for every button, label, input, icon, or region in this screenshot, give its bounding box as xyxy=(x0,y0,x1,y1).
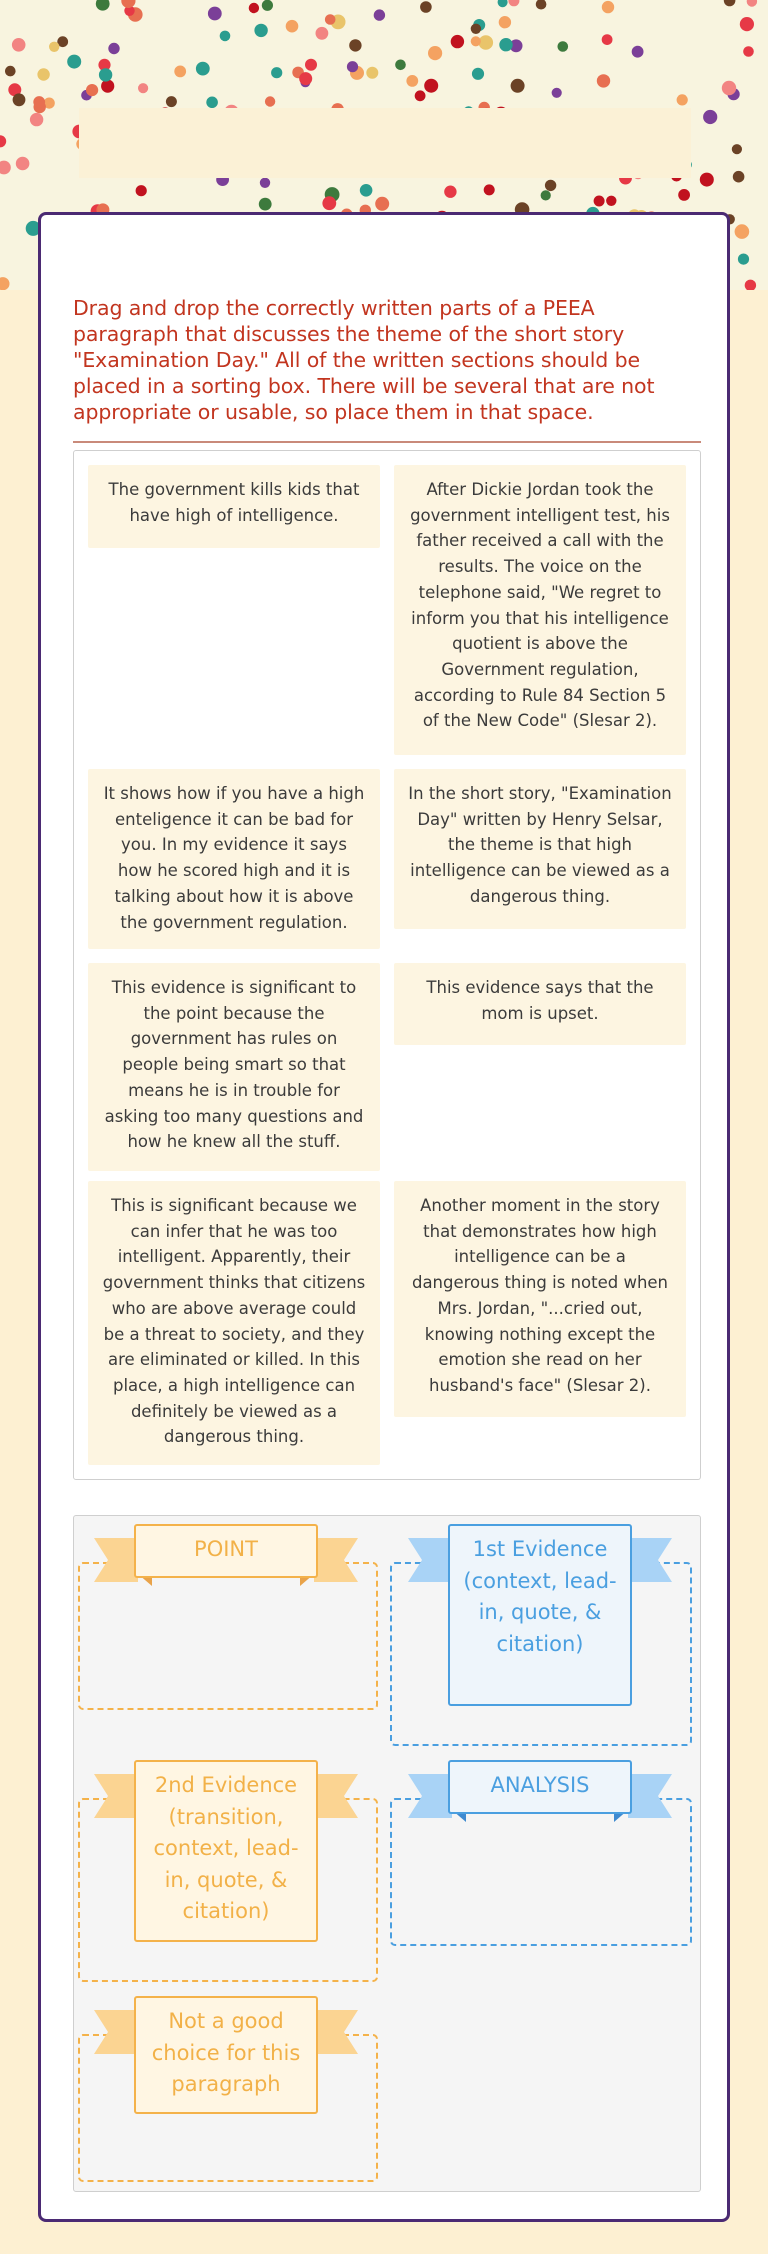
polka-dot xyxy=(677,94,688,105)
polka-dot xyxy=(259,198,272,211)
polka-dot xyxy=(740,17,754,31)
polka-dot xyxy=(499,38,512,51)
polka-dot xyxy=(325,14,336,25)
polka-dot xyxy=(220,31,231,42)
polka-dot xyxy=(196,62,210,76)
polka-dot xyxy=(722,81,736,95)
activity-card xyxy=(38,212,730,2222)
category-label-analysis: ANALYSIS xyxy=(490,1773,590,1797)
category-ribbon-not-good xyxy=(94,1996,358,2114)
polka-dot xyxy=(16,157,30,171)
polka-dot xyxy=(747,0,757,7)
polka-dot xyxy=(732,144,742,154)
polka-dot xyxy=(743,46,754,57)
polka-dot xyxy=(254,24,267,37)
polka-dot xyxy=(703,110,717,124)
polka-dot xyxy=(733,171,745,183)
polka-dot xyxy=(606,196,616,206)
draggable-tile[interactable]: Another moment in the story that demonstrates how high intelligence can be a dangerous thing is noted when Mrs. Jordan, "...cried out, knowing nothing except the emotion she read on her husband's face" (Slesar 2). xyxy=(394,1181,686,1417)
polka-dot xyxy=(471,36,481,46)
tile-pool xyxy=(73,450,701,1480)
category-ribbon-evidence2 xyxy=(94,1760,358,1942)
polka-dot xyxy=(271,67,282,78)
polka-dot xyxy=(558,41,569,52)
category-label-evidence1: 1st Evidence (context, lead-in, quote, & citation) xyxy=(463,1537,617,1656)
polka-dot xyxy=(5,66,16,77)
polka-dot xyxy=(484,184,495,195)
polka-dot xyxy=(700,173,714,187)
draggable-tile[interactable]: After Dickie Jordan took the government intelligent test, his father received a call with the results. The voice on the telephone said, "We regret to inform you that his intelligence quotient is above the Government regulation, according to Rule 84 Section 5 of the New Code" (Slesar 2). xyxy=(394,465,686,755)
category-ribbon-point xyxy=(94,1524,358,1586)
polka-dot xyxy=(541,190,551,200)
polka-dot xyxy=(13,93,26,106)
category-label-point: POINT xyxy=(194,1537,258,1561)
polka-dot xyxy=(597,74,610,87)
polka-dot xyxy=(406,75,418,87)
category-ribbon-analysis xyxy=(408,1760,672,1822)
polka-dot xyxy=(262,0,273,11)
polka-dot xyxy=(136,185,147,196)
polka-dot xyxy=(108,43,119,54)
polka-dot xyxy=(138,83,148,93)
polka-dot xyxy=(415,90,426,101)
polka-dot xyxy=(424,79,438,93)
polka-dot xyxy=(508,0,519,6)
polka-dot xyxy=(33,96,45,108)
instructions-text: Drag and drop the correctly written parts of a PEEA paragraph that discusses the theme of the short story "Examination Day." All of the written sections should be placed in a sorting box. There will be several that are not appropriate or usable, so place them in that space. xyxy=(73,296,655,424)
polka-dot xyxy=(472,68,484,80)
polka-dot xyxy=(0,277,10,290)
polka-dot xyxy=(121,0,135,8)
polka-dot xyxy=(545,180,556,191)
polka-dot xyxy=(375,197,389,211)
draggable-tile[interactable]: This evidence is significant to the point because the government has rules on people being smart so that means he is in trouble for asking too many questions and how he knew all the stuff. xyxy=(88,963,380,1171)
polka-dot xyxy=(366,67,378,79)
polka-dot xyxy=(602,1,614,13)
polka-dot xyxy=(594,196,605,207)
polka-dot xyxy=(316,27,329,40)
polka-dot xyxy=(536,0,547,10)
polka-dot xyxy=(0,161,11,175)
polka-dot xyxy=(347,61,358,72)
polka-dot xyxy=(30,113,43,126)
polka-dot xyxy=(49,42,59,52)
polka-dot xyxy=(444,186,456,198)
polka-dot xyxy=(552,88,562,98)
polka-dot xyxy=(249,3,259,13)
polka-dot xyxy=(96,0,110,11)
draggable-tile[interactable]: In the short story, "Examination Day" written by Henry Selsar, the theme is that high intelligence can be viewed as a dangerous thing. xyxy=(394,769,686,929)
polka-dot xyxy=(374,9,385,20)
polka-dot xyxy=(498,0,508,7)
category-label-not-good: Not a good choice for this paragraph xyxy=(151,2009,301,2096)
draggable-tile[interactable]: This evidence says that the mom is upset. xyxy=(394,963,686,1045)
polka-dot xyxy=(602,34,613,45)
instructions-divider xyxy=(73,441,701,443)
polka-dot xyxy=(738,254,749,265)
polka-dot xyxy=(0,135,6,147)
polka-dot xyxy=(206,97,218,109)
polka-dot xyxy=(395,60,406,71)
category-ribbon-evidence1 xyxy=(408,1524,672,1706)
polka-dot xyxy=(678,189,690,201)
polka-dot xyxy=(265,96,275,106)
polka-dot xyxy=(286,20,299,33)
draggable-tile[interactable]: This is significant because we can infer that he was too intelligent. Apparently, their government thinks that citizens who are above average could be a threat to society, and they are eliminated or killed. In this place, a high intelligence can definitely be viewed as a dangerous thing. xyxy=(88,1181,380,1465)
polka-dot xyxy=(305,59,317,71)
polka-dot xyxy=(174,66,186,78)
polka-dot xyxy=(360,184,373,197)
polka-dot xyxy=(37,68,49,80)
sorting-area xyxy=(73,1515,701,2192)
polka-dot xyxy=(420,1,432,13)
polka-dot xyxy=(101,80,114,93)
header-banner xyxy=(79,108,691,178)
polka-dot xyxy=(67,55,81,69)
draggable-tile[interactable]: The government kills kids that have high of intelligence. xyxy=(88,465,380,548)
polka-dot xyxy=(99,68,112,81)
polka-dot xyxy=(260,178,270,188)
polka-dot xyxy=(511,79,525,93)
polka-dot xyxy=(471,24,481,34)
polka-dot xyxy=(745,280,756,290)
polka-dot xyxy=(349,39,361,51)
polka-dot xyxy=(208,7,222,21)
polka-dot xyxy=(86,84,98,96)
polka-dot xyxy=(724,0,736,6)
polka-dot xyxy=(735,224,750,239)
draggable-tile[interactable]: It shows how if you have a high enteligence it can be bad for you. In my evidence it says how he scored high and it is talking about how it is above the government regulation. xyxy=(88,769,380,949)
category-label-evidence2: 2nd Evidence (transition, context, lead-in, quote, & citation) xyxy=(153,1773,299,1923)
polka-dot xyxy=(322,196,336,210)
polka-dot xyxy=(12,38,26,52)
polka-dot xyxy=(166,96,177,107)
polka-dot xyxy=(428,46,442,60)
polka-dot xyxy=(451,35,464,48)
polka-dot xyxy=(299,72,312,85)
polka-dot xyxy=(632,46,644,58)
polka-dot xyxy=(499,16,511,28)
